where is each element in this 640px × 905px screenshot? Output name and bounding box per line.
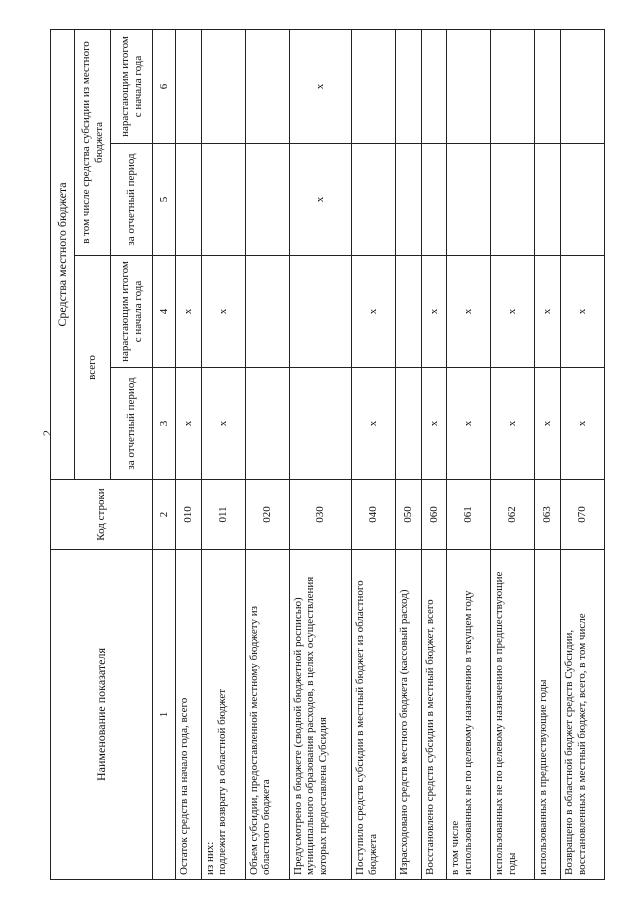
cell-total-reporting: x bbox=[560, 368, 604, 480]
cell-total-reporting: x bbox=[535, 368, 561, 480]
cell-subsidy-cumulative bbox=[352, 29, 396, 143]
table-row bbox=[447, 29, 491, 879]
row-code: 010 bbox=[176, 480, 202, 550]
row-code: 030 bbox=[289, 480, 351, 550]
row-indicator-name: в том числе использованных не по целевому назначению в текущем году bbox=[447, 550, 491, 880]
header-total-reporting-period: за отчетный период bbox=[111, 368, 153, 480]
header-local-budget-funds: Средства местного бюджета bbox=[51, 29, 75, 479]
cell-subsidy-cumulative: x bbox=[289, 29, 351, 143]
table-row bbox=[535, 29, 561, 879]
cell-subsidy-reporting: x bbox=[289, 144, 351, 256]
row-indicator-name: Поступило средств субсидии в местный бюджет из областного бюджета bbox=[352, 550, 396, 880]
column-number: 5 bbox=[153, 144, 176, 256]
cell-total-reporting bbox=[396, 368, 422, 480]
table-row bbox=[560, 29, 604, 879]
cell-subsidy-reporting bbox=[491, 144, 535, 256]
row-code: 063 bbox=[535, 480, 561, 550]
cell-total-cumulative bbox=[396, 256, 422, 368]
row-indicator-name: Израсходовано средств местного бюджета (кассовый расход) bbox=[396, 550, 422, 880]
table-row bbox=[289, 29, 351, 879]
header-indicator-name: Наименование показателя bbox=[51, 550, 153, 880]
row-indicator-name: Предусмотрено в бюджете (сводной бюджетной росписью) муниципального образования расходов, в целях осуществления которых предоставлена Субсидия bbox=[289, 550, 351, 880]
cell-total-cumulative bbox=[245, 256, 289, 368]
cell-subsidy-reporting bbox=[560, 144, 604, 256]
row-indicator-name: использованных в предшествующие годы bbox=[535, 550, 561, 880]
column-number: 4 bbox=[153, 256, 176, 368]
row-indicator-name: Объем субсидии, предоставленной местному бюджету из областного бюджета bbox=[245, 550, 289, 880]
table-row bbox=[396, 29, 422, 879]
row-indicator-name: Возвращено в областной бюджет средств Субсидии, восстановленных в местный бюджет, всего, в том числе bbox=[560, 550, 604, 880]
cell-subsidy-reporting bbox=[396, 144, 422, 256]
header-row-code: Код строки bbox=[51, 480, 153, 550]
cell-subsidy-cumulative bbox=[560, 29, 604, 143]
row-code: 061 bbox=[447, 480, 491, 550]
cell-subsidy-reporting bbox=[352, 144, 396, 256]
table-row bbox=[491, 29, 535, 879]
table-row bbox=[201, 29, 245, 879]
header-subsidy-reporting-period: за отчетный период bbox=[111, 144, 153, 256]
cell-subsidy-reporting bbox=[245, 144, 289, 256]
cell-total-cumulative: x bbox=[201, 256, 245, 368]
cell-total-reporting bbox=[289, 368, 351, 480]
row-code: 062 bbox=[491, 480, 535, 550]
row-indicator-name: использованных не по целевому назначению в предшествующие годы bbox=[491, 550, 535, 880]
cell-total-cumulative: x bbox=[491, 256, 535, 368]
row-code: 040 bbox=[352, 480, 396, 550]
row-code: 020 bbox=[245, 480, 289, 550]
row-code: 050 bbox=[396, 480, 422, 550]
cell-total-reporting: x bbox=[201, 368, 245, 480]
table-row bbox=[421, 29, 447, 879]
cell-subsidy-cumulative bbox=[535, 29, 561, 143]
cell-total-reporting: x bbox=[447, 368, 491, 480]
table-body bbox=[176, 29, 605, 879]
cell-total-cumulative: x bbox=[560, 256, 604, 368]
column-number: 3 bbox=[153, 368, 176, 480]
cell-subsidy-cumulative bbox=[245, 29, 289, 143]
row-code: 060 bbox=[421, 480, 447, 550]
cell-subsidy-cumulative bbox=[201, 29, 245, 143]
column-number: 1 bbox=[153, 550, 176, 880]
table-row bbox=[176, 29, 202, 879]
header-total-cumulative: нарастающим итогом с начала года bbox=[111, 256, 153, 368]
cell-total-reporting: x bbox=[421, 368, 447, 480]
table-row bbox=[352, 29, 396, 879]
cell-subsidy-reporting bbox=[535, 144, 561, 256]
cell-total-cumulative: x bbox=[421, 256, 447, 368]
row-code: 070 bbox=[560, 480, 604, 550]
header-subsidy-cumulative: нарастающим итогом с начала года bbox=[111, 29, 153, 143]
cell-subsidy-cumulative bbox=[176, 29, 202, 143]
cell-total-cumulative: x bbox=[352, 256, 396, 368]
column-number: 6 bbox=[153, 29, 176, 143]
row-code: 011 bbox=[201, 480, 245, 550]
cell-subsidy-reporting bbox=[421, 144, 447, 256]
header-total: всего bbox=[75, 256, 111, 480]
table-row bbox=[245, 29, 289, 879]
column-number: 2 bbox=[153, 480, 176, 550]
row-indicator-name: Остаток средств на начало года, всего bbox=[176, 550, 202, 880]
cell-subsidy-reporting bbox=[447, 144, 491, 256]
subsidy-report-table bbox=[50, 29, 605, 880]
cell-subsidy-cumulative bbox=[396, 29, 422, 143]
cell-total-reporting: x bbox=[352, 368, 396, 480]
cell-total-reporting bbox=[245, 368, 289, 480]
row-indicator-name: из них: подлежит возврату в областной бюджет bbox=[201, 550, 245, 880]
page-number: 2 bbox=[40, 430, 54, 436]
cell-total-reporting: x bbox=[176, 368, 202, 480]
cell-subsidy-cumulative bbox=[421, 29, 447, 143]
row-indicator-name: Восстановлено средств субсидии в местный бюджет, всего bbox=[421, 550, 447, 880]
cell-subsidy-reporting bbox=[201, 144, 245, 256]
cell-total-cumulative: x bbox=[535, 256, 561, 368]
header-incl-subsidy: в том числе средства субсидии из местного бюджета bbox=[75, 29, 111, 255]
cell-subsidy-cumulative bbox=[491, 29, 535, 143]
cell-subsidy-cumulative bbox=[447, 29, 491, 143]
cell-total-cumulative: x bbox=[447, 256, 491, 368]
cell-total-reporting: x bbox=[491, 368, 535, 480]
cell-total-cumulative bbox=[289, 256, 351, 368]
rotated-report-page bbox=[50, 30, 605, 880]
cell-subsidy-reporting bbox=[176, 144, 202, 256]
cell-total-cumulative: x bbox=[176, 256, 202, 368]
